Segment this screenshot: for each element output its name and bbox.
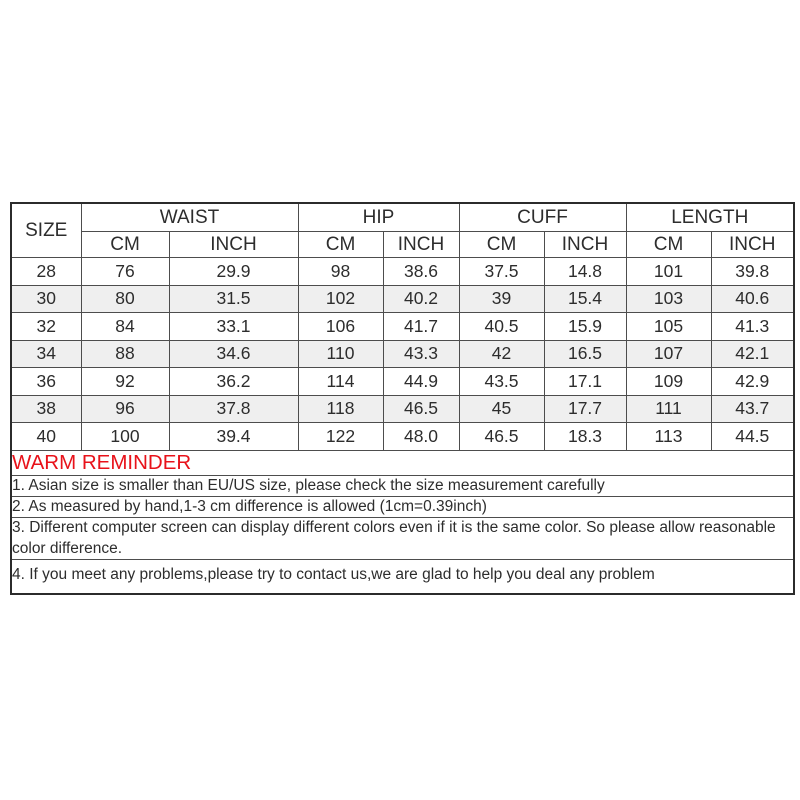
table-cell: 41.7 <box>383 313 459 341</box>
table-cell: 34.6 <box>169 340 298 368</box>
reminder-note-3: 3. Different computer screen can display different colors even if it is the same color. So please allow reasonable color difference. <box>11 518 794 560</box>
table-row-size-36 <box>11 368 794 396</box>
subheader-waist-cm: CM <box>81 232 169 258</box>
table-cell: 45 <box>459 395 544 423</box>
subheader-hip-inch: INCH <box>383 232 459 258</box>
table-cell: 46.5 <box>383 395 459 423</box>
table-cell: 105 <box>626 313 711 341</box>
header-length: LENGTH <box>626 203 794 232</box>
table-cell: 122 <box>298 423 383 451</box>
table-cell: 42.9 <box>711 368 794 396</box>
warm-reminder-title: WARM REMINDER <box>11 450 794 475</box>
table-cell: 43.3 <box>383 340 459 368</box>
reminder-note-row <box>11 475 794 496</box>
table-cell: 15.4 <box>544 285 626 313</box>
table-cell: 40 <box>11 423 81 451</box>
table-cell: 88 <box>81 340 169 368</box>
table-row-size-32 <box>11 313 794 341</box>
header-group-row <box>11 203 794 232</box>
table-cell: 107 <box>626 340 711 368</box>
table-cell: 33.1 <box>169 313 298 341</box>
table-cell: 17.7 <box>544 395 626 423</box>
table-cell: 92 <box>81 368 169 396</box>
table-cell: 102 <box>298 285 383 313</box>
table-cell: 109 <box>626 368 711 396</box>
header-waist: WAIST <box>81 203 298 232</box>
table-cell: 46.5 <box>459 423 544 451</box>
reminder-note-row <box>11 518 794 560</box>
table-cell: 76 <box>81 258 169 286</box>
table-cell: 37.5 <box>459 258 544 286</box>
table-cell: 28 <box>11 258 81 286</box>
table-cell: 106 <box>298 313 383 341</box>
table-cell: 40.2 <box>383 285 459 313</box>
table-row-size-38 <box>11 395 794 423</box>
table-cell: 36 <box>11 368 81 396</box>
table-cell: 38 <box>11 395 81 423</box>
table-cell: 48.0 <box>383 423 459 451</box>
table-row-size-30 <box>11 285 794 313</box>
table-cell: 31.5 <box>169 285 298 313</box>
table-cell: 43.5 <box>459 368 544 396</box>
table-cell: 114 <box>298 368 383 396</box>
table-cell: 17.1 <box>544 368 626 396</box>
warm-reminder-section <box>11 450 794 594</box>
reminder-note-1: 1. Asian size is smaller than EU/US size, please check the size measurement carefully <box>11 475 794 496</box>
table-cell: 118 <box>298 395 383 423</box>
table-cell: 16.5 <box>544 340 626 368</box>
table-row-size-34 <box>11 340 794 368</box>
table-cell: 42 <box>459 340 544 368</box>
table-cell: 103 <box>626 285 711 313</box>
table-cell: 98 <box>298 258 383 286</box>
table-cell: 80 <box>81 285 169 313</box>
table-cell: 14.8 <box>544 258 626 286</box>
table-row-size-28 <box>11 258 794 286</box>
header-hip: HIP <box>298 203 459 232</box>
reminder-note-row <box>11 560 794 594</box>
subheader-length-cm: CM <box>626 232 711 258</box>
subheader-hip-cm: CM <box>298 232 383 258</box>
table-row-size-40 <box>11 423 794 451</box>
table-cell: 101 <box>626 258 711 286</box>
subheader-cuff-inch: INCH <box>544 232 626 258</box>
header-cuff: CUFF <box>459 203 626 232</box>
subheader-length-inch: INCH <box>711 232 794 258</box>
table-cell: 32 <box>11 313 81 341</box>
reminder-note-4: 4. If you meet any problems,please try to contact us,we are glad to help you deal any problem <box>11 560 794 594</box>
reminder-note-2: 2. As measured by hand,1-3 cm difference is allowed (1cm=0.39inch) <box>11 496 794 517</box>
subheader-row <box>11 232 794 258</box>
table-cell: 41.3 <box>711 313 794 341</box>
table-cell: 43.7 <box>711 395 794 423</box>
table-cell: 15.9 <box>544 313 626 341</box>
table-cell: 18.3 <box>544 423 626 451</box>
table-cell: 38.6 <box>383 258 459 286</box>
table-cell: 39 <box>459 285 544 313</box>
table-cell: 42.1 <box>711 340 794 368</box>
table-cell: 84 <box>81 313 169 341</box>
table-cell: 40.6 <box>711 285 794 313</box>
subheader-cuff-cm: CM <box>459 232 544 258</box>
table-cell: 100 <box>81 423 169 451</box>
table-cell: 96 <box>81 395 169 423</box>
table-cell: 40.5 <box>459 313 544 341</box>
table-cell: 113 <box>626 423 711 451</box>
table-cell: 29.9 <box>169 258 298 286</box>
table-cell: 44.5 <box>711 423 794 451</box>
table-cell: 110 <box>298 340 383 368</box>
reminder-note-row <box>11 496 794 517</box>
header-size: SIZE <box>11 203 81 258</box>
warm-reminder-row <box>11 450 794 475</box>
table-cell: 39.4 <box>169 423 298 451</box>
table-cell: 111 <box>626 395 711 423</box>
table-cell: 30 <box>11 285 81 313</box>
table-cell: 36.2 <box>169 368 298 396</box>
size-rows <box>11 258 794 451</box>
size-chart-table <box>10 202 795 595</box>
table-cell: 39.8 <box>711 258 794 286</box>
table-cell: 34 <box>11 340 81 368</box>
table-cell: 37.8 <box>169 395 298 423</box>
table-cell: 44.9 <box>383 368 459 396</box>
subheader-waist-inch: INCH <box>169 232 298 258</box>
